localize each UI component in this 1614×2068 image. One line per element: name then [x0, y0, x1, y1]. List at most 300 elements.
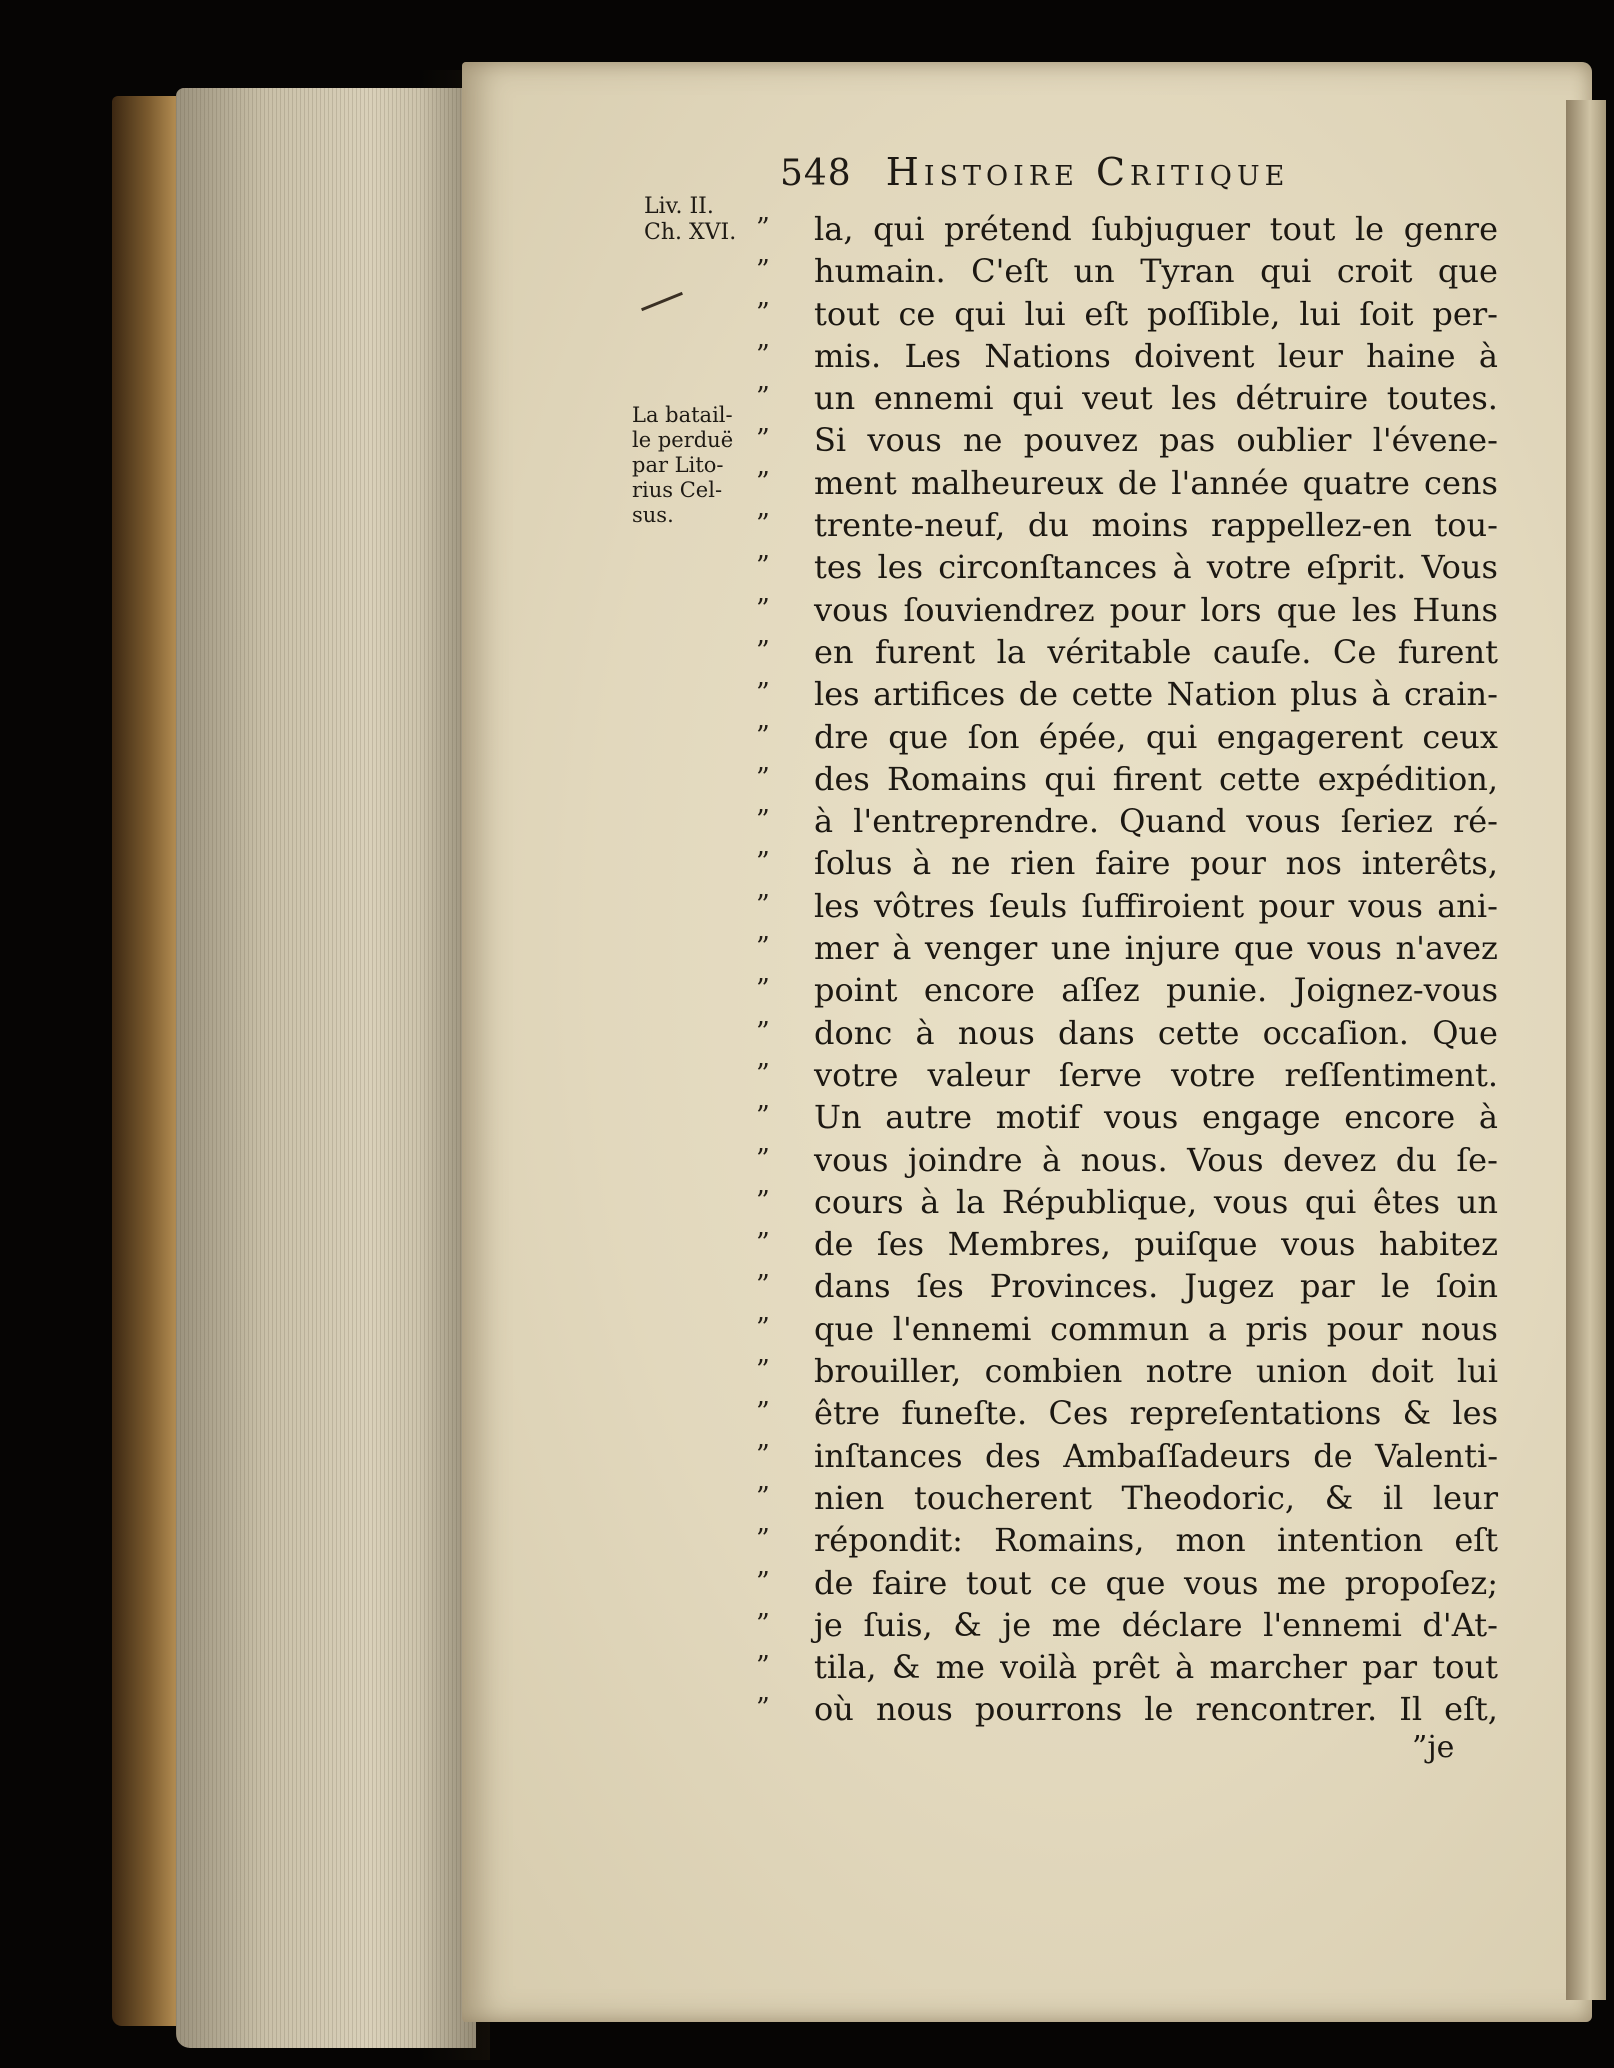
body-text: [814, 208, 1498, 1731]
quote-mark: ”: [756, 1016, 770, 1048]
word: du: [1027, 506, 1069, 545]
word: C'eſt: [971, 252, 1049, 291]
word: Membres,: [947, 1225, 1111, 1264]
word: ſe-: [1456, 1140, 1498, 1179]
word: expédition,: [1317, 759, 1498, 798]
word: les: [877, 548, 924, 587]
word: Un: [814, 1098, 862, 1137]
word: je: [1002, 1605, 1032, 1644]
word: répondit:: [814, 1521, 963, 1560]
quote-mark: ”: [756, 1397, 770, 1429]
word: tout: [814, 294, 880, 333]
word: mon: [1175, 1521, 1246, 1560]
word: pour: [1190, 844, 1266, 883]
word: Les: [904, 336, 962, 375]
text-line: [814, 1139, 1498, 1181]
word: artifices: [873, 675, 1006, 714]
page-header: [780, 150, 1289, 200]
word: ſeuls: [989, 886, 1068, 925]
text-line: [814, 631, 1498, 673]
word: encore: [923, 971, 1035, 1010]
word: que: [1276, 590, 1337, 629]
word: cette: [1071, 675, 1154, 714]
word: ennemi: [873, 379, 994, 418]
word: d'At-: [1422, 1605, 1498, 1644]
word: motif: [995, 1098, 1081, 1137]
word: cauſe.: [1212, 632, 1312, 671]
word: trente-neuf,: [814, 506, 1006, 545]
quote-mark: ”: [756, 1312, 770, 1344]
word: lui: [1024, 294, 1066, 333]
text-line: [814, 842, 1498, 884]
text-line: [814, 758, 1498, 800]
word: nien: [814, 1478, 885, 1517]
word: eſt: [1454, 1521, 1498, 1560]
catchword: ”je: [1412, 1730, 1455, 1765]
word: per-: [1432, 294, 1498, 333]
text-line: [814, 885, 1498, 927]
word: ne: [962, 421, 1003, 460]
word: que: [814, 1309, 875, 1348]
word: rien: [1010, 844, 1076, 883]
word: le: [1380, 1267, 1411, 1306]
text-line: [814, 546, 1498, 588]
quote-mark: ”: [756, 1566, 770, 1598]
word: Joignez-vous: [1293, 971, 1498, 1010]
word: valeur: [927, 1055, 1030, 1094]
word: votre: [814, 1055, 899, 1094]
word: qui: [1044, 759, 1096, 798]
word: que: [888, 717, 949, 756]
word: marcher: [1209, 1648, 1347, 1687]
word: Quand: [1119, 802, 1227, 841]
word: crain-: [1404, 675, 1498, 714]
text-line: [814, 377, 1498, 419]
word: République,: [1001, 1182, 1198, 1221]
text-line: [814, 462, 1498, 504]
word: ſubjuguer: [1091, 210, 1251, 248]
word: être: [814, 1394, 881, 1433]
word: nous.: [1080, 1140, 1168, 1179]
word: à: [1478, 336, 1498, 375]
word: croit: [1336, 252, 1413, 291]
text-line: [814, 293, 1498, 335]
word: qui: [954, 294, 1006, 333]
text-line: [814, 1392, 1498, 1434]
quote-mark: ”: [756, 1439, 770, 1471]
word: que: [1105, 1563, 1166, 1602]
word: Il: [1399, 1690, 1423, 1729]
word: à: [920, 1182, 940, 1221]
quote-mark: ”: [756, 1143, 770, 1175]
word: je: [814, 1605, 843, 1644]
word: malheureux: [910, 463, 1104, 502]
text-line: [814, 1350, 1498, 1392]
text-line: [814, 1054, 1498, 1096]
word: propoſez;: [1344, 1563, 1498, 1602]
word: qui: [873, 210, 925, 248]
word: où: [814, 1690, 854, 1729]
word: l'ennemi: [1263, 1605, 1402, 1644]
word: interêts,: [1361, 844, 1498, 883]
word: l'ennemi: [892, 1309, 1032, 1348]
word: mis.: [814, 336, 882, 375]
word: Ces: [1048, 1394, 1109, 1433]
word: oublier: [1236, 421, 1352, 460]
word: ſoit: [1359, 294, 1414, 333]
word: ſes: [876, 1225, 925, 1264]
quote-mark: ”: [756, 339, 770, 371]
word: me: [935, 1648, 985, 1687]
word: eſt: [1084, 294, 1129, 333]
quote-mark: ”: [756, 1270, 770, 1302]
word: à: [814, 802, 834, 841]
quote-mark: ”: [756, 424, 770, 456]
word: repreſentations: [1129, 1394, 1382, 1433]
text-line: [814, 969, 1498, 1011]
word: firent: [1112, 759, 1202, 798]
word: pour: [1258, 886, 1335, 925]
quote-mark: ”: [756, 932, 770, 964]
quote-mark: ”: [756, 593, 770, 625]
word: ani-: [1437, 886, 1498, 925]
word: cette: [1219, 759, 1301, 798]
word: de: [1313, 1436, 1353, 1475]
word: un: [1073, 252, 1115, 291]
quote-mark: ”: [756, 1608, 770, 1640]
word: donc: [814, 1013, 893, 1052]
text-line: [814, 1477, 1498, 1519]
word: pour: [1109, 590, 1186, 629]
quote-mark: ”: [756, 1651, 770, 1683]
word: détruire: [1235, 379, 1369, 418]
text-line: [814, 1181, 1498, 1223]
text-line: [814, 1604, 1498, 1646]
word: par: [1362, 1648, 1418, 1687]
word: vous: [1307, 929, 1382, 968]
word: l'entreprendre.: [853, 802, 1100, 841]
page-number: 548: [780, 153, 852, 194]
word: &: [953, 1605, 982, 1644]
word: Jugez: [1184, 1267, 1274, 1306]
word: des: [984, 1436, 1041, 1475]
word: qui: [1260, 252, 1312, 291]
word: a: [1207, 1309, 1227, 1348]
text-line: [814, 1435, 1498, 1477]
word: tou-: [1434, 506, 1498, 545]
word: engage: [1202, 1098, 1321, 1137]
word: ment: [814, 463, 897, 502]
word: autre: [885, 1098, 973, 1137]
word: un: [814, 379, 856, 418]
word: épée,: [1038, 717, 1127, 756]
word: Valenti-: [1375, 1436, 1498, 1475]
word: toucherent: [914, 1478, 1092, 1517]
word: voilà: [1000, 1648, 1078, 1687]
word: de: [1018, 675, 1059, 714]
word: qui: [1304, 1182, 1357, 1221]
word: à: [1175, 1648, 1195, 1687]
word: &: [1324, 1478, 1354, 1517]
word: vous: [814, 1140, 889, 1179]
word: en: [814, 632, 854, 671]
word: &: [1402, 1394, 1432, 1433]
word: Que: [1432, 1013, 1498, 1052]
word: vous: [867, 421, 942, 460]
word: intention: [1276, 1521, 1424, 1560]
word: occaſion.: [1262, 1013, 1409, 1052]
quote-mark: ”: [756, 255, 770, 287]
word: les: [814, 675, 860, 714]
word: me: [1051, 1605, 1102, 1644]
word: Theodoric,: [1121, 1478, 1296, 1517]
text-line: [814, 419, 1498, 461]
text-line: [814, 250, 1498, 292]
word: joindre: [907, 1140, 1023, 1179]
quote-mark: ”: [756, 213, 770, 244]
word: tout: [1269, 210, 1336, 248]
text-line: [814, 589, 1498, 631]
quote-mark: ”: [756, 1693, 770, 1725]
word: leur: [1432, 1478, 1498, 1517]
word: nous: [957, 1013, 1035, 1052]
word: moins: [1091, 506, 1189, 545]
word: leur: [1277, 336, 1343, 375]
text-line: [814, 1688, 1498, 1730]
word: le: [1144, 1690, 1174, 1729]
word: cette: [1157, 1013, 1240, 1052]
word: ſon: [967, 717, 1020, 756]
word: pourrons: [974, 1690, 1123, 1729]
word: à: [892, 929, 912, 968]
word: des: [814, 759, 870, 798]
quote-mark: ”: [756, 1101, 770, 1133]
word: dans: [1058, 1013, 1135, 1052]
word: eſt,: [1444, 1690, 1498, 1729]
word: vous: [814, 590, 889, 629]
text-line: [814, 208, 1498, 250]
word: doit: [1370, 1352, 1434, 1391]
quote-mark: ”: [756, 1524, 770, 1556]
word: reſſentiment.: [1284, 1055, 1498, 1094]
word: devez: [1283, 1140, 1377, 1179]
word: ſuis,: [863, 1605, 933, 1644]
word: il: [1382, 1478, 1404, 1517]
word: votre: [1171, 1055, 1256, 1094]
word: lui: [1456, 1352, 1498, 1391]
word: mer: [814, 929, 879, 968]
word: commun: [1050, 1309, 1190, 1348]
word: véritable: [1047, 632, 1192, 671]
word: ſerve: [1058, 1055, 1142, 1094]
word: ſouviendrez: [903, 590, 1095, 629]
word: punie.: [1166, 971, 1268, 1010]
quote-mark: ”: [756, 720, 770, 752]
word: ne: [950, 844, 991, 883]
word: toutes.: [1386, 379, 1498, 418]
word: humain.: [814, 252, 946, 291]
text-line: [814, 1646, 1498, 1688]
word: lors: [1200, 590, 1262, 629]
word: déclare: [1121, 1605, 1243, 1644]
word: tout: [965, 1563, 1032, 1602]
word: funeſte.: [901, 1394, 1028, 1433]
text-line: [814, 1223, 1498, 1265]
word: Ambaſſadeurs: [1063, 1436, 1291, 1475]
text-line: [814, 1562, 1498, 1604]
quote-mark: ”: [756, 762, 770, 794]
word: que: [1437, 252, 1498, 291]
word: du: [1395, 1140, 1437, 1179]
word: dre: [814, 717, 869, 756]
text-line: [814, 1096, 1498, 1138]
word: un: [1456, 1182, 1498, 1221]
word: ſes: [916, 1267, 964, 1306]
word: vous: [1348, 886, 1423, 925]
quote-mark: ”: [756, 974, 770, 1006]
running-title: Histoire Critique: [885, 150, 1290, 194]
word: furent: [1397, 632, 1498, 671]
word: Romains,: [994, 1521, 1145, 1560]
word: la,: [814, 210, 854, 248]
word: les: [1171, 379, 1217, 418]
word: tes: [814, 548, 863, 587]
word: pris: [1245, 1309, 1309, 1348]
word: habitez: [1378, 1225, 1498, 1264]
quote-mark: ”: [756, 635, 770, 667]
word: quatre: [1302, 463, 1410, 502]
word: la: [955, 1182, 986, 1221]
word: pour: [1326, 1309, 1403, 1348]
quote-mark: ”: [756, 678, 770, 710]
word: l'année: [1171, 463, 1289, 502]
margin-note: La batail- le perduë par Lito- rius Cel- sus.: [632, 403, 734, 527]
word: combien: [984, 1352, 1123, 1391]
word: haine: [1366, 336, 1456, 375]
word: ceux: [1422, 717, 1498, 756]
word: à: [915, 1013, 935, 1052]
text-line: [814, 1308, 1498, 1350]
quote-mark: ”: [756, 1185, 770, 1217]
word: à: [912, 844, 932, 883]
word: aſſez: [1061, 971, 1140, 1010]
text-line: [814, 1519, 1498, 1561]
word: à: [1042, 1140, 1062, 1179]
word: à: [1478, 1098, 1498, 1137]
word: nous: [875, 1690, 953, 1729]
word: ſoin: [1436, 1267, 1498, 1306]
word: une: [1050, 929, 1112, 968]
word: Nations: [984, 336, 1111, 375]
word: furent: [874, 632, 976, 671]
word: vous: [1281, 1225, 1356, 1264]
word: venger: [924, 929, 1038, 968]
word: genre: [1403, 210, 1498, 248]
word: eſprit.: [1306, 548, 1407, 587]
text-line: [814, 800, 1498, 842]
quote-mark: ”: [756, 889, 770, 921]
word: faire: [1095, 844, 1171, 883]
word: ſolus: [814, 844, 893, 883]
word: n'avez: [1395, 929, 1498, 968]
word: circonſtances: [938, 548, 1158, 587]
quote-mark: ”: [756, 382, 770, 414]
word: les: [1351, 590, 1398, 629]
word: cours: [814, 1182, 904, 1221]
word: de: [814, 1563, 854, 1602]
word: l'évene-: [1372, 421, 1498, 460]
word: Vous: [1187, 1140, 1264, 1179]
word: engagerent: [1216, 717, 1403, 756]
word: votre: [1206, 548, 1292, 587]
text-line: [814, 1265, 1498, 1307]
word: Nation: [1166, 675, 1277, 714]
word: cens: [1424, 463, 1498, 502]
word: point: [814, 971, 898, 1010]
word: ſuffiroient: [1081, 886, 1245, 925]
word: de: [1117, 463, 1158, 502]
word: les: [1452, 1394, 1498, 1433]
word: vous: [1213, 1182, 1289, 1221]
text-line: [814, 716, 1498, 758]
text-line: [814, 927, 1498, 969]
word: inſtances: [814, 1436, 963, 1475]
quote-mark: ”: [756, 1355, 770, 1387]
quotation-marks-column: [756, 208, 800, 1731]
quote-mark: ”: [756, 297, 770, 329]
word: pouvez: [1023, 421, 1138, 460]
word: Romains: [887, 759, 1028, 798]
word: ré-: [1452, 802, 1498, 841]
word: rencontrer.: [1195, 1690, 1378, 1729]
margin-chapter-reference: Liv. II. Ch. XVI.: [644, 194, 737, 245]
word: Vous: [1421, 548, 1498, 587]
word: poſſible,: [1146, 294, 1281, 333]
word: vôtres: [873, 886, 975, 925]
word: injure: [1124, 929, 1221, 968]
word: Si: [814, 421, 847, 460]
quote-mark: ”: [756, 551, 770, 583]
word: le: [1354, 210, 1385, 248]
word: pas: [1159, 421, 1216, 460]
word: de: [814, 1225, 854, 1264]
word: prêt: [1092, 1648, 1160, 1687]
word: à: [1371, 675, 1391, 714]
text-line: [814, 673, 1498, 715]
word: vous: [1246, 802, 1321, 841]
quote-mark: ”: [756, 1058, 770, 1090]
word: puiſque: [1134, 1225, 1258, 1264]
word: Tyran: [1140, 252, 1235, 291]
word: veut: [1082, 379, 1153, 418]
quote-mark: ”: [756, 509, 770, 541]
next-leaf-edge: [1566, 100, 1606, 2000]
quote-mark: ”: [756, 466, 770, 498]
word: brouiller,: [814, 1352, 962, 1391]
word: faire: [871, 1563, 948, 1602]
quote-mark: ”: [756, 847, 770, 879]
word: Huns: [1412, 590, 1498, 629]
quote-mark: ”: [756, 1481, 770, 1513]
word: tila,: [814, 1648, 877, 1687]
word: doivent: [1134, 336, 1255, 375]
word: par: [1299, 1267, 1355, 1306]
word: dans: [814, 1267, 891, 1306]
word: nos: [1285, 844, 1342, 883]
word: êtes: [1372, 1182, 1441, 1221]
quote-mark: ”: [756, 1228, 770, 1260]
word: encore: [1344, 1098, 1456, 1137]
